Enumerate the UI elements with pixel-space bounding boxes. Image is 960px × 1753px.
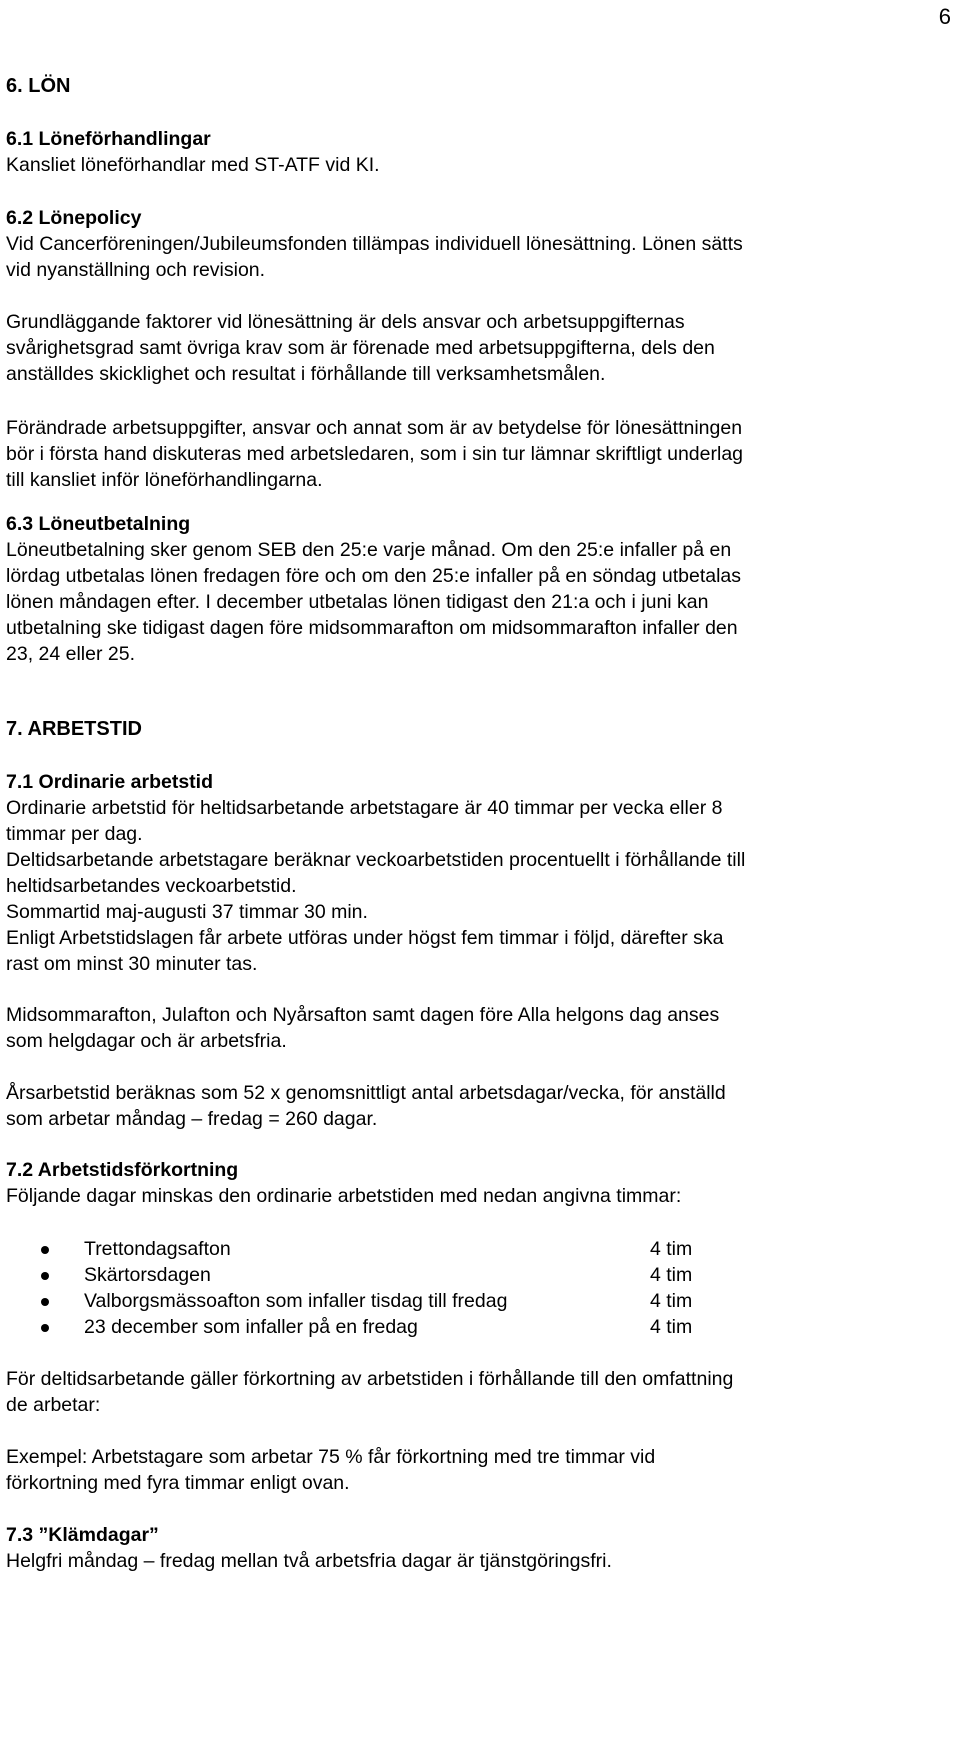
list-item <box>6 1236 946 1262</box>
section-6-heading: 6. LÖN <box>6 75 71 97</box>
section-7-1-line: Enligt Arbetstidslagen får arbete utföras under högst fem timmar i följd, därefter ska <box>6 927 724 949</box>
list-item-amount: 4 tim <box>650 1238 693 1260</box>
section-7-3-heading: 7.3 ”Klämdagar” <box>6 1524 159 1546</box>
section-7-1-para3-line: Årsarbetstid beräknas som 52 x genomsnittligt antal arbetsdagar/vecka, för anställd <box>6 1082 726 1104</box>
section-6-2-para2-line: anställdes skicklighet och resultat i förhållande till verksamhetsmålen. <box>6 363 606 385</box>
section-7-1-para3-line: som arbetar måndag – fredag = 260 dagar. <box>6 1108 378 1130</box>
section-7-3-text: Helgfri måndag – fredag mellan två arbetsfria dagar är tjänstgöringsfri. <box>6 1550 612 1572</box>
list-item-label: Valborgsmässoafton som infaller tisdag till fredag <box>84 1290 508 1312</box>
list-item-amount: 4 tim <box>650 1316 693 1338</box>
section-7-1-line: Ordinarie arbetstid för heltidsarbetande arbetstagare är 40 timmar per vecka eller 8 <box>6 797 723 819</box>
section-7-2-para2-line: För deltidsarbetande gäller förkortning av arbetstiden i förhållande till den omfattning <box>6 1368 734 1390</box>
list-item-label: Trettondagsafton <box>84 1238 231 1260</box>
section-6-2-para2-line: svårighetsgrad samt övriga krav som är förenade med arbetsuppgifterna, dels den <box>6 337 715 359</box>
section-7-heading: 7. ARBETSTID <box>6 718 142 740</box>
section-6-3-line: Löneutbetalning sker genom SEB den 25:e varje månad. Om den 25:e infaller på en <box>6 539 732 561</box>
section-6-1-text: Kansliet löneförhandlar med ST-ATF vid KI. <box>6 154 380 176</box>
list-item-amount: 4 tim <box>650 1290 693 1312</box>
page-number: 6 <box>938 4 951 29</box>
section-6-1-heading: 6.1 Löneförhandlingar <box>6 128 211 150</box>
section-7-1-line: Sommartid maj-augusti 37 timmar 30 min. <box>6 901 368 923</box>
bullet-icon <box>41 1272 49 1280</box>
section-6-3-line: lönen måndagen efter. I december utbetalas lönen tidigast den 21:a och i juni kan <box>6 591 709 613</box>
list-item <box>6 1262 946 1288</box>
section-6-3-line: lördag utbetalas lönen fredagen före och om den 25:e infaller på en söndag utbetalas <box>6 565 742 587</box>
list-item-label: 23 december som infaller på en fredag <box>84 1316 418 1338</box>
section-7-1-para2-line: som helgdagar och är arbetsfria. <box>6 1030 287 1052</box>
bullet-icon <box>41 1324 49 1332</box>
section-6-2-para2-line: Grundläggande faktorer vid lönesättning är dels ansvar och arbetsuppgifternas <box>6 311 685 333</box>
section-6-3-line: 23, 24 eller 25. <box>6 643 136 665</box>
section-6-2-para3-line: till kansliet inför löneförhandlingarna. <box>6 469 323 491</box>
section-6-2-para3-line: Förändrade arbetsuppgifter, ansvar och annat som är av betydelse för lönesättningen <box>6 417 743 439</box>
section-7-2-para3-line: Exempel: Arbetstagare som arbetar 75 % får förkortning med tre timmar vid <box>6 1446 656 1468</box>
section-7-1-line: timmar per dag. <box>6 823 143 845</box>
section-6-2-heading: 6.2 Lönepolicy <box>6 207 142 229</box>
section-6-3-line: utbetalning ske tidigast dagen före midsommarafton om midsommarafton infaller den <box>6 617 738 639</box>
section-7-1-line: Deltidsarbetande arbetstagare beräknar veckoarbetstiden procentuellt i förhållande till <box>6 849 746 871</box>
section-7-1-line: heltidsarbetandes veckoarbetstid. <box>6 875 297 897</box>
section-7-1-heading: 7.1 Ordinarie arbetstid <box>6 771 213 793</box>
section-7-1-para2-line: Midsommarafton, Julafton och Nyårsafton samt dagen före Alla helgons dag anses <box>6 1004 720 1026</box>
section-7-2-heading: 7.2 Arbetstidsförkortning <box>6 1159 239 1181</box>
section-7-1-line: rast om minst 30 minuter tas. <box>6 953 258 975</box>
section-6-2-line: vid nyanställning och revision. <box>6 259 266 281</box>
list-item-label: Skärtorsdagen <box>84 1264 211 1286</box>
list-item <box>6 1288 946 1314</box>
section-7-2-para3-line: förkortning med fyra timmar enligt ovan. <box>6 1472 350 1494</box>
section-6-2-line: Vid Cancerföreningen/Jubileumsfonden tillämpas individuell lönesättning. Lönen sätts <box>6 233 743 255</box>
section-7-2-intro: Följande dagar minskas den ordinarie arbetstiden med nedan angivna timmar: <box>6 1185 682 1207</box>
list-item <box>6 1314 946 1340</box>
bullet-icon <box>41 1298 49 1306</box>
list-item-amount: 4 tim <box>650 1264 693 1286</box>
section-7-2-para2-line: de arbetar: <box>6 1394 101 1416</box>
section-6-3-heading: 6.3 Löneutbetalning <box>6 513 191 535</box>
section-6-2-para3-line: bör i första hand diskuteras med arbetsledaren, som i sin tur lämnar skriftligt underlag <box>6 443 744 465</box>
bullet-icon <box>41 1246 49 1254</box>
